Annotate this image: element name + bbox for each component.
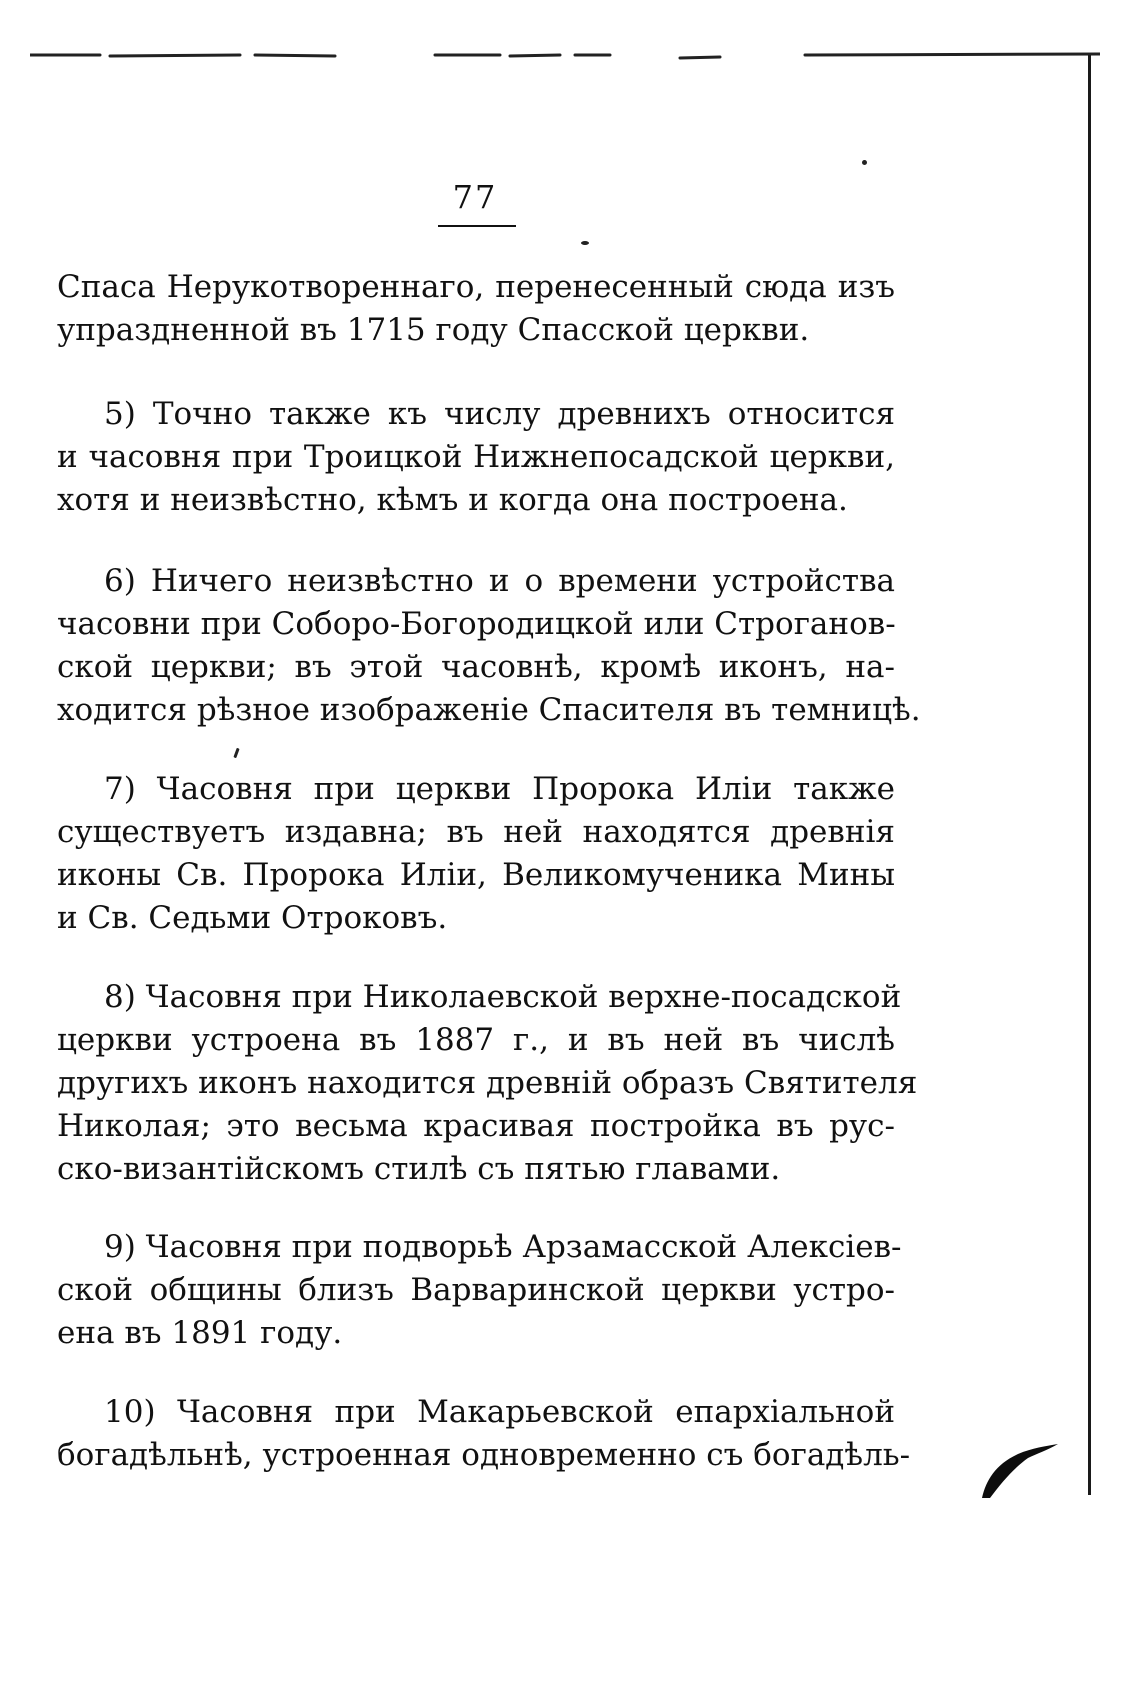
- text-line: и Св. Седьми Отроковъ.: [57, 900, 448, 936]
- paragraph-item-5: [57, 393, 895, 522]
- text-line: ской общины близъ Варваринской церкви устро-: [57, 1272, 895, 1308]
- text-line: часовни при Соборо-Богородицкой или Строганов-: [57, 606, 896, 642]
- text-line: 10) Часовня при Макарьевской епархіальной: [104, 1394, 895, 1430]
- ink-blot: [978, 1440, 1060, 1502]
- paragraph-item-7: [57, 768, 895, 940]
- text-line: богадѣльнѣ, устроенная одновременно съ богадѣль-: [57, 1437, 911, 1473]
- text-line: 6) Ничего неизвѣстно и о времени устройства: [104, 563, 895, 599]
- text-line: ской церкви; въ этой часовнѣ, кромѣ иконъ, на-: [57, 649, 895, 685]
- text-line: ходится рѣзное изображеніе Спасителя въ темницѣ.: [57, 692, 921, 728]
- text-line: существуетъ издавна; въ ней находятся древнія: [57, 814, 895, 850]
- page-number: 77: [452, 178, 498, 216]
- text-line: другихъ иконъ находится древній образъ Святителя: [57, 1065, 918, 1101]
- paragraph-item-10: [57, 1391, 911, 1477]
- text-line: 7) Часовня при церкви Пророка Иліи также: [104, 771, 895, 807]
- text-line: 8) Часовня при Николаевской верхне-посадской: [104, 979, 902, 1015]
- text-line: церкви устроена въ 1887 г., и въ ней въ числѣ: [57, 1022, 895, 1058]
- scan-speck: [581, 241, 589, 245]
- text-line: 9) Часовня при подворьѣ Арзамасской Алексіев-: [104, 1229, 902, 1265]
- text-line: ена въ 1891 году.: [57, 1315, 343, 1351]
- text-line: иконы Св. Пророка Иліи, Великомученика Мины: [57, 857, 895, 893]
- text-line: упраздненной въ 1715 году Спасской церкви.: [57, 312, 810, 348]
- scan-speck: [233, 748, 239, 758]
- text-line: хотя и неизвѣстно, кѣмъ и когда она построена.: [57, 482, 848, 518]
- page-number-underline: [438, 225, 516, 227]
- paragraph-item-6: [57, 560, 921, 732]
- scan-speck: [862, 160, 867, 165]
- text-line: 5) Точно также къ числу древнихъ относится: [104, 396, 895, 432]
- paragraph-item-8: [57, 976, 918, 1191]
- scan-right-edge: [1088, 55, 1091, 1495]
- text-line: и часовня при Троицкой Нижнепосадской церкви,: [57, 439, 895, 475]
- text-line: ско-византійскомъ стилѣ съ пятью главами.: [57, 1151, 781, 1187]
- top-scan-rule: [30, 50, 1100, 62]
- paragraph-continuation: [57, 266, 895, 352]
- text-line: Николая; это весьма красивая постройка въ рус-: [57, 1108, 895, 1144]
- text-line: Спаса Нерукотвореннаго, перенесенный сюда изъ: [57, 269, 895, 305]
- paragraph-item-9: [57, 1226, 902, 1355]
